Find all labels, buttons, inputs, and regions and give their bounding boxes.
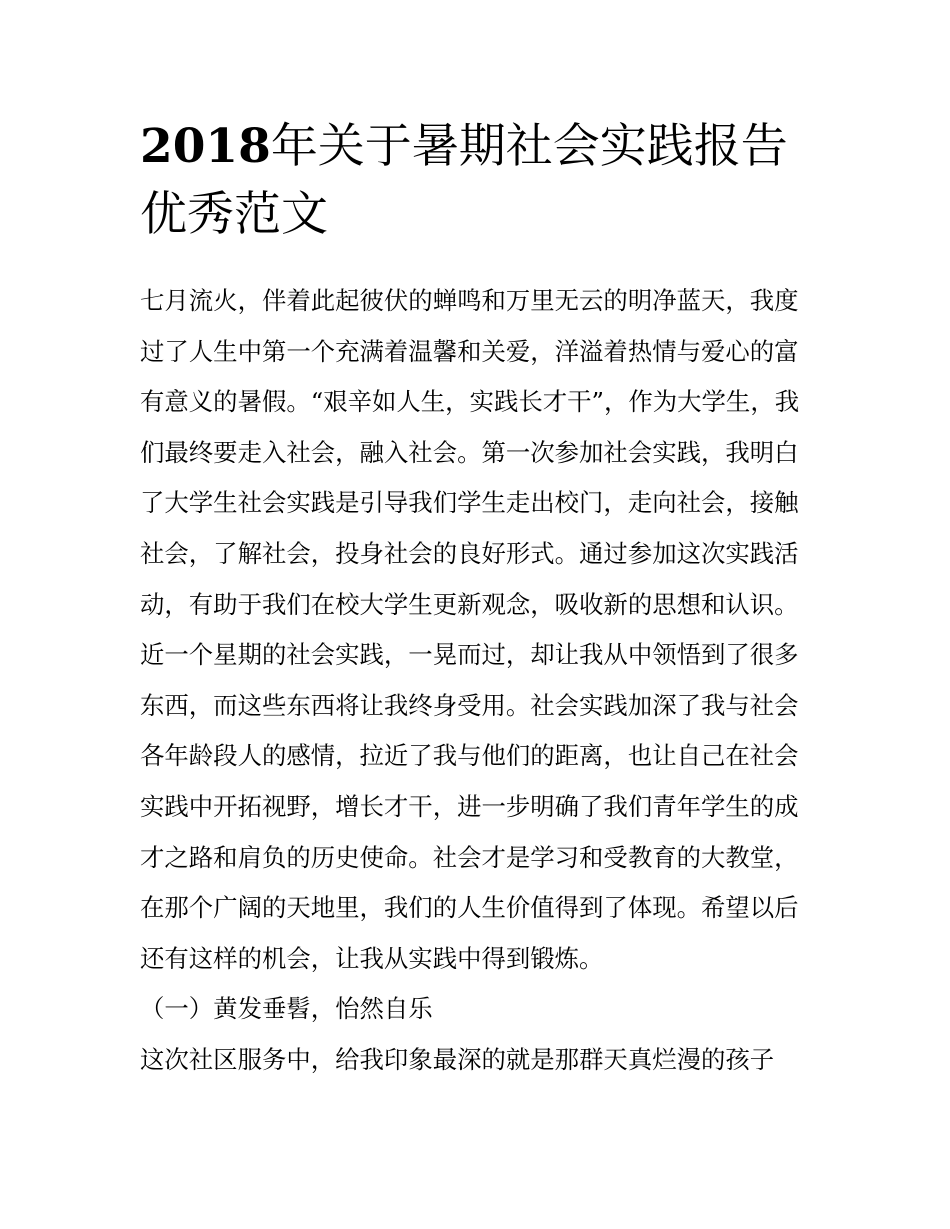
title-year: 2018 xyxy=(140,119,271,174)
section-heading-text: （一）黄发垂髫，怡然自乐 xyxy=(140,994,433,1024)
paragraph-line: 过了人生中第一个充满着温馨和关爱，洋溢着热情与爱心的富 xyxy=(140,336,799,366)
paragraph-2 xyxy=(140,1035,812,1086)
title-line-1: 年关于暑期社会实践报告 xyxy=(270,119,788,174)
paragraph-line: 近一个星期的社会实践，一晃而过，却让我从中领悟到了很多 xyxy=(140,640,799,670)
section-heading xyxy=(140,984,812,1035)
paragraph-line: 这次社区服务中，给我印象最深的就是那群天真烂漫的孩子 xyxy=(140,1044,775,1074)
paragraph-line: 还有这样的机会，让我从实践中得到锻炼。 xyxy=(140,943,604,973)
paragraph-line: 东西，而这些东西将让我终身受用。社会实践加深了我与社会 xyxy=(140,690,799,720)
paragraph-line: 动，有助于我们在校大学生更新观念，吸收新的思想和认识。 xyxy=(140,589,799,619)
document-title xyxy=(140,113,820,249)
paragraph-line: 们最终要走入社会，融入社会。第一次参加社会实践，我明白 xyxy=(140,437,799,467)
document-body xyxy=(140,276,812,1086)
paragraph-line: 了大学生社会实践是引导我们学生走出校门，走向社会，接触 xyxy=(140,488,799,518)
paragraph-line: 社会，了解社会，投身社会的良好形式。通过参加这次实践活 xyxy=(140,538,799,568)
paragraph-line: 七月流火，伴着此起彼伏的蝉鸣和万里无云的明净蓝天，我度 xyxy=(140,286,799,315)
paragraph-line: 才之路和肩负的历史使命。社会才是学习和受教育的大教堂， xyxy=(140,842,799,872)
title-line-2: 优秀范文 xyxy=(140,187,328,242)
paragraph-line: 有意义的暑假。“艰辛如人生，实践长才干”，作为大学生，我 xyxy=(140,387,800,417)
paragraph-line: 在那个广阔的天地里，我们的人生价值得到了体现。希望以后 xyxy=(140,893,799,923)
paragraph-1 xyxy=(140,276,812,984)
paragraph-line: 各年龄段人的感情，拉近了我与他们的距离，也让自己在社会 xyxy=(140,741,799,771)
paragraph-line: 实践中开拓视野，增长才干，进一步明确了我们青年学生的成 xyxy=(140,791,799,821)
